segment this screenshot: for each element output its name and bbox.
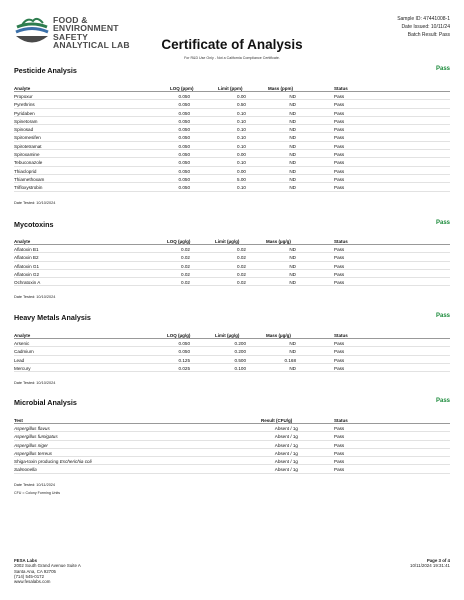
section-status: Pass	[435, 66, 450, 72]
cell-mass: ND	[289, 110, 296, 116]
logo-line: FOOD &	[53, 15, 88, 25]
cell-status: Pass	[334, 176, 345, 182]
date-tested: Date Tested: 10/10/2024	[14, 295, 56, 300]
cell-analyte: Spinosad	[14, 127, 34, 133]
cell-limit: 0.00	[237, 168, 246, 174]
cell-loq: 0.025	[178, 365, 190, 371]
cell-status: Pass	[334, 168, 345, 174]
cell-mass: ND	[289, 365, 296, 371]
section-title: Pesticide Analysis	[14, 66, 77, 75]
cell-analyte: Pyridaben	[14, 110, 35, 116]
table-row	[14, 142, 450, 150]
cell-status: Pass	[334, 442, 345, 448]
section-title: Microbial Analysis	[14, 398, 77, 407]
cell-analyte: Aflatoxin G1	[14, 263, 40, 269]
cell-mass: ND	[289, 247, 296, 252]
table-row	[14, 441, 450, 449]
cell-loq: 0.050	[178, 135, 190, 141]
table-row	[14, 150, 450, 158]
cell-limit: 0.02	[237, 271, 246, 277]
cell-status: Pass	[334, 247, 345, 252]
cell-loq: 0.050	[178, 176, 190, 182]
table-row	[14, 270, 450, 278]
cell-loq: 0.050	[178, 118, 190, 124]
col-limit: Limit (ppm)	[218, 85, 243, 91]
cell-loq: 0.050	[178, 94, 190, 99]
microbial-section	[14, 398, 450, 495]
cell-limit: 0.50	[237, 102, 246, 108]
cell-status: Pass	[334, 341, 345, 346]
cell-mass: ND	[289, 349, 296, 355]
cell-status: Pass	[334, 426, 345, 431]
cell-limit: 0.10	[237, 118, 246, 124]
table-row	[14, 364, 450, 372]
cell-analyte: Pyrethrins	[14, 102, 35, 108]
col-status: Status	[334, 417, 348, 423]
date-tested: Date Tested: 10/10/2024	[14, 200, 56, 205]
cell-test	[14, 459, 92, 464]
table-row	[14, 100, 450, 108]
cell-analyte: Aflatoxin G2	[14, 271, 40, 277]
cell-mass: ND	[289, 263, 296, 269]
col-analyte: Analyte	[14, 85, 31, 91]
cell-limit: 0.200	[234, 341, 246, 346]
cell-limit: 0.02	[237, 255, 246, 261]
cell-status: Pass	[334, 459, 345, 465]
batch-result: Batch Result: Pass	[407, 32, 450, 39]
cell-status: Pass	[334, 110, 345, 116]
table-header	[14, 236, 450, 245]
address-line: Santa Ana, CA 92705	[14, 568, 56, 574]
cell-test-prefix: Shiga-toxin producing	[14, 459, 60, 465]
cell-loq: 0.02	[181, 255, 190, 261]
compliance-note: For R&D Use Only - Not a California Compliance Certificate.	[184, 56, 280, 60]
sample-info	[397, 15, 450, 40]
col-limit: Limit (µg/g)	[215, 332, 240, 338]
cell-analyte: Cadmium	[14, 349, 34, 355]
cell-analyte: Tebuconazole	[14, 160, 43, 166]
cell-status: Pass	[334, 143, 345, 149]
date-tested: Date Tested: 10/10/2024	[14, 381, 56, 386]
phone: (714) 545-0172	[14, 573, 45, 579]
col-loq: LOQ (ppm)	[170, 85, 194, 91]
cell-status: Pass	[334, 94, 345, 99]
cell-mass: ND	[289, 127, 296, 133]
logo-line: SAFETY	[53, 31, 89, 42]
cell-limit: 0.500	[234, 357, 246, 363]
cell-mass: ND	[289, 280, 296, 286]
cell-limit: 0.00	[237, 152, 246, 158]
heavy-metals-section	[14, 313, 450, 385]
cell-mass: ND	[289, 135, 296, 141]
date-issued: Date Issued: 10/11/24	[401, 24, 450, 31]
cell-test: Aspergillus flavus	[14, 426, 50, 431]
cell-status: Pass	[334, 467, 345, 473]
cell-limit: 5.00	[237, 176, 246, 182]
cell-status: Pass	[334, 135, 345, 141]
cell-mass: ND	[289, 152, 296, 158]
section-title: Heavy Metals Analysis	[14, 313, 91, 322]
cell-loq: 0.050	[178, 160, 190, 166]
cell-analyte: Arsenic	[14, 341, 30, 346]
logo-line: ENVIRONMENT	[53, 23, 119, 34]
cell-mass: ND	[289, 168, 296, 174]
cell-loq: 0.050	[178, 341, 190, 346]
footer-page-info	[410, 558, 450, 569]
website-link[interactable]: www.fesalabs.com	[14, 579, 51, 585]
table-header	[14, 330, 450, 339]
cell-limit: 0.00	[237, 94, 246, 99]
cell-mass: ND	[289, 118, 296, 124]
cell-mass: ND	[289, 341, 296, 346]
cell-mass: ND	[289, 255, 296, 261]
footer-address	[14, 558, 81, 584]
cell-analyte: Propoxur	[14, 94, 33, 99]
lab-name: FESA Labs	[14, 558, 38, 563]
table-row	[14, 117, 450, 125]
cell-mass: ND	[289, 185, 296, 191]
table-row	[14, 278, 450, 286]
cell-loq: 0.050	[178, 102, 190, 108]
cell-status: Pass	[334, 160, 345, 166]
table-row	[14, 347, 450, 355]
cell-result: Absent / 1g	[274, 434, 298, 440]
cell-mass: ND	[289, 271, 296, 277]
cell-analyte: Aflatoxin B2	[14, 255, 39, 261]
date-tested: Date Tested: 10/11/2024	[14, 482, 56, 487]
cell-analyte: Spirotetramat	[14, 143, 42, 149]
cell-loq: 0.050	[178, 127, 190, 133]
mycotoxins-section	[14, 220, 450, 299]
logo-line: ANALYTICAL LAB	[53, 40, 130, 51]
col-status: Status	[334, 238, 348, 244]
cell-analyte: Aflatoxin B1	[14, 247, 39, 252]
col-analyte: Analyte	[14, 332, 31, 338]
cell-loq: 0.02	[181, 271, 190, 277]
cell-status: Pass	[334, 118, 345, 124]
cell-status: Pass	[334, 127, 345, 133]
cell-status: Pass	[334, 357, 345, 363]
cell-mass: ND	[289, 94, 296, 99]
cell-result: Absent / 1g	[274, 442, 298, 448]
table-row	[14, 175, 450, 183]
col-result: Result (CFU/g)	[261, 417, 293, 423]
cell-status: Pass	[334, 102, 345, 108]
cell-test: Salmonella	[14, 467, 37, 473]
cell-loq: 0.125	[178, 357, 190, 363]
cell-analyte: Spiroxamine	[14, 152, 40, 158]
col-loq: LOQ (µg/g)	[167, 238, 191, 244]
pesticide-section	[14, 66, 450, 205]
cell-test-organism: Escherichia coli	[59, 459, 92, 465]
cell-status: Pass	[334, 450, 345, 456]
cell-limit: 0.10	[237, 160, 246, 166]
table-row	[14, 465, 450, 473]
cell-loq: 0.050	[178, 143, 190, 149]
table-header	[14, 83, 450, 92]
col-loq: LOQ (µg/g)	[167, 332, 191, 338]
cell-status: Pass	[334, 271, 345, 277]
cell-result: Absent / 1g	[274, 426, 298, 431]
cell-result: Absent / 1g	[274, 459, 298, 465]
cell-analyte: Mercury	[14, 365, 31, 371]
table-row	[14, 167, 450, 175]
cell-limit: 0.200	[234, 349, 246, 355]
table-row	[14, 125, 450, 133]
cell-status: Pass	[334, 280, 345, 286]
cell-analyte: Thiacloprid	[14, 168, 37, 174]
cell-mass: ND	[289, 143, 296, 149]
cell-loq: 0.050	[178, 349, 190, 355]
table-row	[14, 449, 450, 457]
section-status: Pass	[435, 220, 450, 226]
cell-status: Pass	[334, 185, 345, 191]
cell-loq: 0.02	[181, 263, 190, 269]
col-test: Test	[14, 417, 23, 423]
cfu-note: CFU = Colony Forming Units	[14, 490, 61, 495]
cell-analyte: Ochratoxin A	[14, 280, 41, 286]
table-row	[14, 245, 450, 253]
cell-mass: ND	[289, 176, 296, 182]
cell-mass: 0.168	[284, 357, 296, 363]
cell-limit: 0.02	[237, 247, 246, 252]
cell-analyte: Lead	[14, 357, 25, 363]
cell-loq: 0.02	[181, 280, 190, 286]
cell-status: Pass	[334, 255, 345, 261]
col-limit: Limit (µg/g)	[215, 238, 240, 244]
table-row	[14, 253, 450, 261]
cell-analyte: Trifloxystrobin	[14, 185, 43, 191]
table-row	[14, 424, 450, 432]
cell-analyte: Spiromesifen	[14, 135, 41, 141]
cell-status: Pass	[334, 263, 345, 269]
cell-test: Aspergillus fumigatus	[14, 434, 58, 440]
cell-mass: ND	[289, 102, 296, 108]
col-status: Status	[334, 332, 348, 338]
table-row	[14, 432, 450, 440]
col-analyte: Analyte	[14, 238, 31, 244]
cell-loq: 0.050	[178, 110, 190, 116]
cell-loq: 0.050	[178, 168, 190, 174]
table-row	[14, 457, 450, 465]
cell-mass: ND	[289, 160, 296, 166]
cell-limit: 0.10	[237, 127, 246, 133]
table-row	[14, 262, 450, 270]
address-line: 2002 South Grand Avenue Suite A	[14, 563, 81, 569]
cell-analyte: Spinetoram	[14, 118, 38, 124]
sample-id: Sample ID: 47441008-1	[397, 16, 450, 22]
cell-limit: 0.02	[237, 263, 246, 269]
cell-analyte: Thiamethoxam	[14, 176, 45, 182]
cell-limit: 0.10	[237, 143, 246, 149]
cell-limit: 0.02	[237, 280, 246, 286]
cell-status: Pass	[334, 152, 345, 158]
table-row	[14, 356, 450, 364]
cell-status: Pass	[334, 349, 345, 355]
table-row	[14, 92, 450, 100]
table-row	[14, 183, 450, 191]
section-status: Pass	[435, 398, 450, 404]
cell-loq: 0.02	[181, 247, 190, 252]
cell-limit: 0.10	[237, 110, 246, 116]
cell-result: Absent / 1g	[274, 467, 298, 473]
cell-status: Pass	[334, 434, 345, 440]
cell-test: Aspergillus niger	[14, 442, 48, 448]
table-header	[14, 415, 450, 424]
table-row	[14, 133, 450, 141]
page-title: Certificate of Analysis	[161, 37, 303, 52]
col-mass: Mass (µg/g)	[266, 238, 291, 244]
cell-limit: 0.100	[234, 365, 246, 371]
cell-limit: 0.10	[237, 135, 246, 141]
table-row	[14, 158, 450, 166]
cell-result: Absent / 1g	[274, 450, 298, 456]
page-number: Page 3 of 4	[426, 558, 450, 563]
section-title: Mycotoxins	[14, 220, 54, 229]
cell-status: Pass	[334, 365, 345, 371]
col-mass: Mass (µg/g)	[266, 332, 291, 338]
col-status: Status	[334, 85, 348, 91]
table-row	[14, 109, 450, 117]
cell-test: Aspergillus terreus	[14, 450, 53, 456]
cell-limit: 0.10	[237, 185, 246, 191]
cell-loq: 0.050	[178, 152, 190, 158]
col-mass: Mass (ppm)	[268, 85, 294, 91]
table-row	[14, 339, 450, 347]
cell-loq: 0.050	[178, 185, 190, 191]
section-status: Pass	[435, 313, 450, 319]
print-timestamp: 10/11/2024 19:31:41	[410, 563, 450, 569]
